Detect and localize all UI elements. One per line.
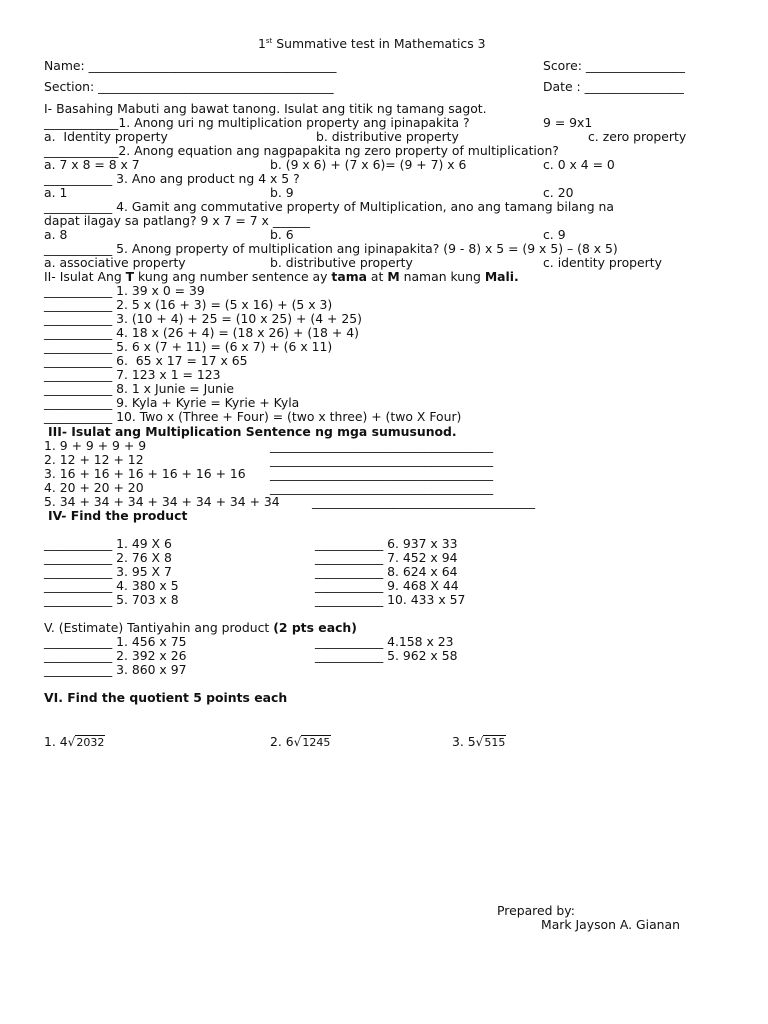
answer-blank[interactable]: ____________________________________	[270, 438, 494, 453]
answer-blank[interactable]: ____________________________________	[270, 466, 494, 481]
answer-blank[interactable]: ____________________________________	[312, 494, 536, 509]
q4-question[interactable]: ___________ 4. Gamit ang commutative property of Multiplication, ano ang tamang bilang na	[44, 199, 614, 214]
section-field[interactable]: Section: ______________________________________	[44, 79, 334, 94]
prepared-by-label: Prepared by:	[497, 903, 575, 918]
q5-choice-c: c. identity property	[543, 255, 662, 270]
quotient-item[interactable]: 2. 6√1245	[270, 734, 331, 749]
q4-choice-b: b. 6	[270, 227, 294, 242]
section-1-instruction: I- Basahing Mabuti ang bawat tanong. Isulat ang titik ng tamang sagot.	[44, 101, 487, 116]
section-4-title: IV- Find the product	[48, 508, 188, 523]
q3-question[interactable]: ___________ 3. Ano ang product ng 4 x 5 ?	[44, 171, 300, 186]
multiplication-item: 1. 9 + 9 + 9 + 9	[44, 438, 147, 453]
q1-equation: 9 = 9x1	[543, 115, 593, 130]
page-title: 1st Summative test in Mathematics 3	[258, 36, 486, 51]
tf-item[interactable]: ___________ 4. 18 x (26 + 4) = (18 x 26) + (18 + 4)	[44, 325, 359, 340]
q3-choice-b: b. 9	[270, 185, 294, 200]
product-item[interactable]: ___________ 6. 937 x 33	[315, 536, 458, 551]
tf-item[interactable]: ___________ 8. 1 x Junie = Junie	[44, 381, 235, 396]
answer-blank[interactable]: ____________________________________	[270, 480, 494, 495]
tf-item[interactable]: ___________ 5. 6 x (7 + 11) = (6 x 7) + (6 x 11)	[44, 339, 333, 354]
q3-choice-c: c. 20	[543, 185, 574, 200]
q3-choice-a: a. 1	[44, 185, 68, 200]
section-2-instruction: II- Isulat Ang T kung ang number sentence ay tama at M naman kung Mali.	[44, 269, 519, 284]
estimate-item[interactable]: ___________ 5. 962 x 58	[315, 648, 458, 663]
author-name: Mark Jayson A. Gianan	[541, 917, 680, 932]
quotient-item[interactable]: 1. 4√2032	[44, 734, 105, 749]
estimate-item[interactable]: ___________ 2. 392 x 26	[44, 648, 187, 663]
section-6-title: VI. Find the quotient 5 points each	[44, 690, 288, 705]
multiplication-item: 2. 12 + 12 + 12	[44, 452, 144, 467]
estimate-item[interactable]: ___________ 3. 860 x 97	[44, 662, 187, 677]
q5-choice-a: a. associative property	[44, 255, 186, 270]
q2-choice-b: b. (9 x 6) + (7 x 6)= (9 + 7) x 6	[270, 157, 467, 172]
answer-blank[interactable]: ____________________________________	[270, 452, 494, 467]
product-item[interactable]: ___________ 7. 452 x 94	[315, 550, 458, 565]
q2-question[interactable]: ____________2. Anong equation ang nagpapakita ng zero property of multiplication?	[44, 143, 559, 158]
product-item[interactable]: ___________ 5. 703 x 8	[44, 592, 179, 607]
product-item[interactable]: ___________ 9. 468 X 44	[315, 578, 459, 593]
product-item[interactable]: ___________ 3. 95 X 7	[44, 564, 172, 579]
tf-item[interactable]: ___________ 7. 123 x 1 = 123	[44, 367, 221, 382]
section-5-title: V. (Estimate) Tantiyahin ang product (2 pts each)	[44, 620, 357, 635]
tf-item[interactable]: ___________ 3. (10 + 4) + 25 = (10 x 25) + (4 + 25)	[44, 311, 362, 326]
multiplication-item: 5. 34 + 34 + 34 + 34 + 34 + 34 + 34	[44, 494, 280, 509]
product-item[interactable]: ___________ 2. 76 X 8	[44, 550, 172, 565]
product-item[interactable]: ___________ 1. 49 X 6	[44, 536, 172, 551]
tf-item[interactable]: ___________ 10. Two x (Three + Four) = (two x three) + (two X Four)	[44, 409, 462, 424]
score-field[interactable]: Score: ________________	[543, 58, 685, 73]
multiplication-item: 3. 16 + 16 + 16 + 16 + 16 + 16	[44, 466, 246, 481]
q2-choice-a: a. 7 x 8 = 8 x 7	[44, 157, 140, 172]
product-item[interactable]: ___________ 4. 380 x 5	[44, 578, 179, 593]
q1-question[interactable]: ____________1. Anong uri ng multiplication property ang ipinapakita ?	[44, 115, 470, 130]
product-item[interactable]: ___________ 10. 433 x 57	[315, 592, 466, 607]
q4-choice-a: a. 8	[44, 227, 68, 242]
q5-choice-b: b. distributive property	[270, 255, 413, 270]
name-field[interactable]: Name: ________________________________________	[44, 58, 337, 73]
q2-choice-c: c. 0 x 4 = 0	[543, 157, 615, 172]
q1-choice-a: a. Identity property	[44, 129, 168, 144]
estimate-item[interactable]: ___________ 1. 456 x 75	[44, 634, 187, 649]
tf-item[interactable]: ___________ 1. 39 x 0 = 39	[44, 283, 205, 298]
q1-choice-c: c. zero property	[588, 129, 687, 144]
product-item[interactable]: ___________ 8. 624 x 64	[315, 564, 458, 579]
q5-question[interactable]: ___________ 5. Anong property of multiplication ang ipinapakita? (9 - 8) x 5 = (9 x 5) – (8 x 5)	[44, 241, 618, 256]
section-3-title: III- Isulat ang Multiplication Sentence ng mga sumusunod.	[48, 424, 457, 439]
q1-choice-b: b. distributive property	[316, 129, 459, 144]
quotient-item[interactable]: 3. 5√515	[452, 734, 506, 749]
tf-item[interactable]: ___________ 6. 65 x 17 = 17 x 65	[44, 353, 248, 368]
estimate-item[interactable]: ___________ 4.158 x 23	[315, 634, 454, 649]
multiplication-item: 4. 20 + 20 + 20	[44, 480, 144, 495]
q4-choice-c: c. 9	[543, 227, 566, 242]
q4-question-cont: dapat ilagay sa patlang? 9 x 7 = 7 x ______	[44, 213, 310, 228]
tf-item[interactable]: ___________ 2. 5 x (16 + 3) = (5 x 16) + (5 x 3)	[44, 297, 333, 312]
tf-item[interactable]: ___________ 9. Kyla + Kyrie = Kyrie + Kyla	[44, 395, 300, 410]
date-field[interactable]: Date : ________________	[543, 79, 684, 94]
